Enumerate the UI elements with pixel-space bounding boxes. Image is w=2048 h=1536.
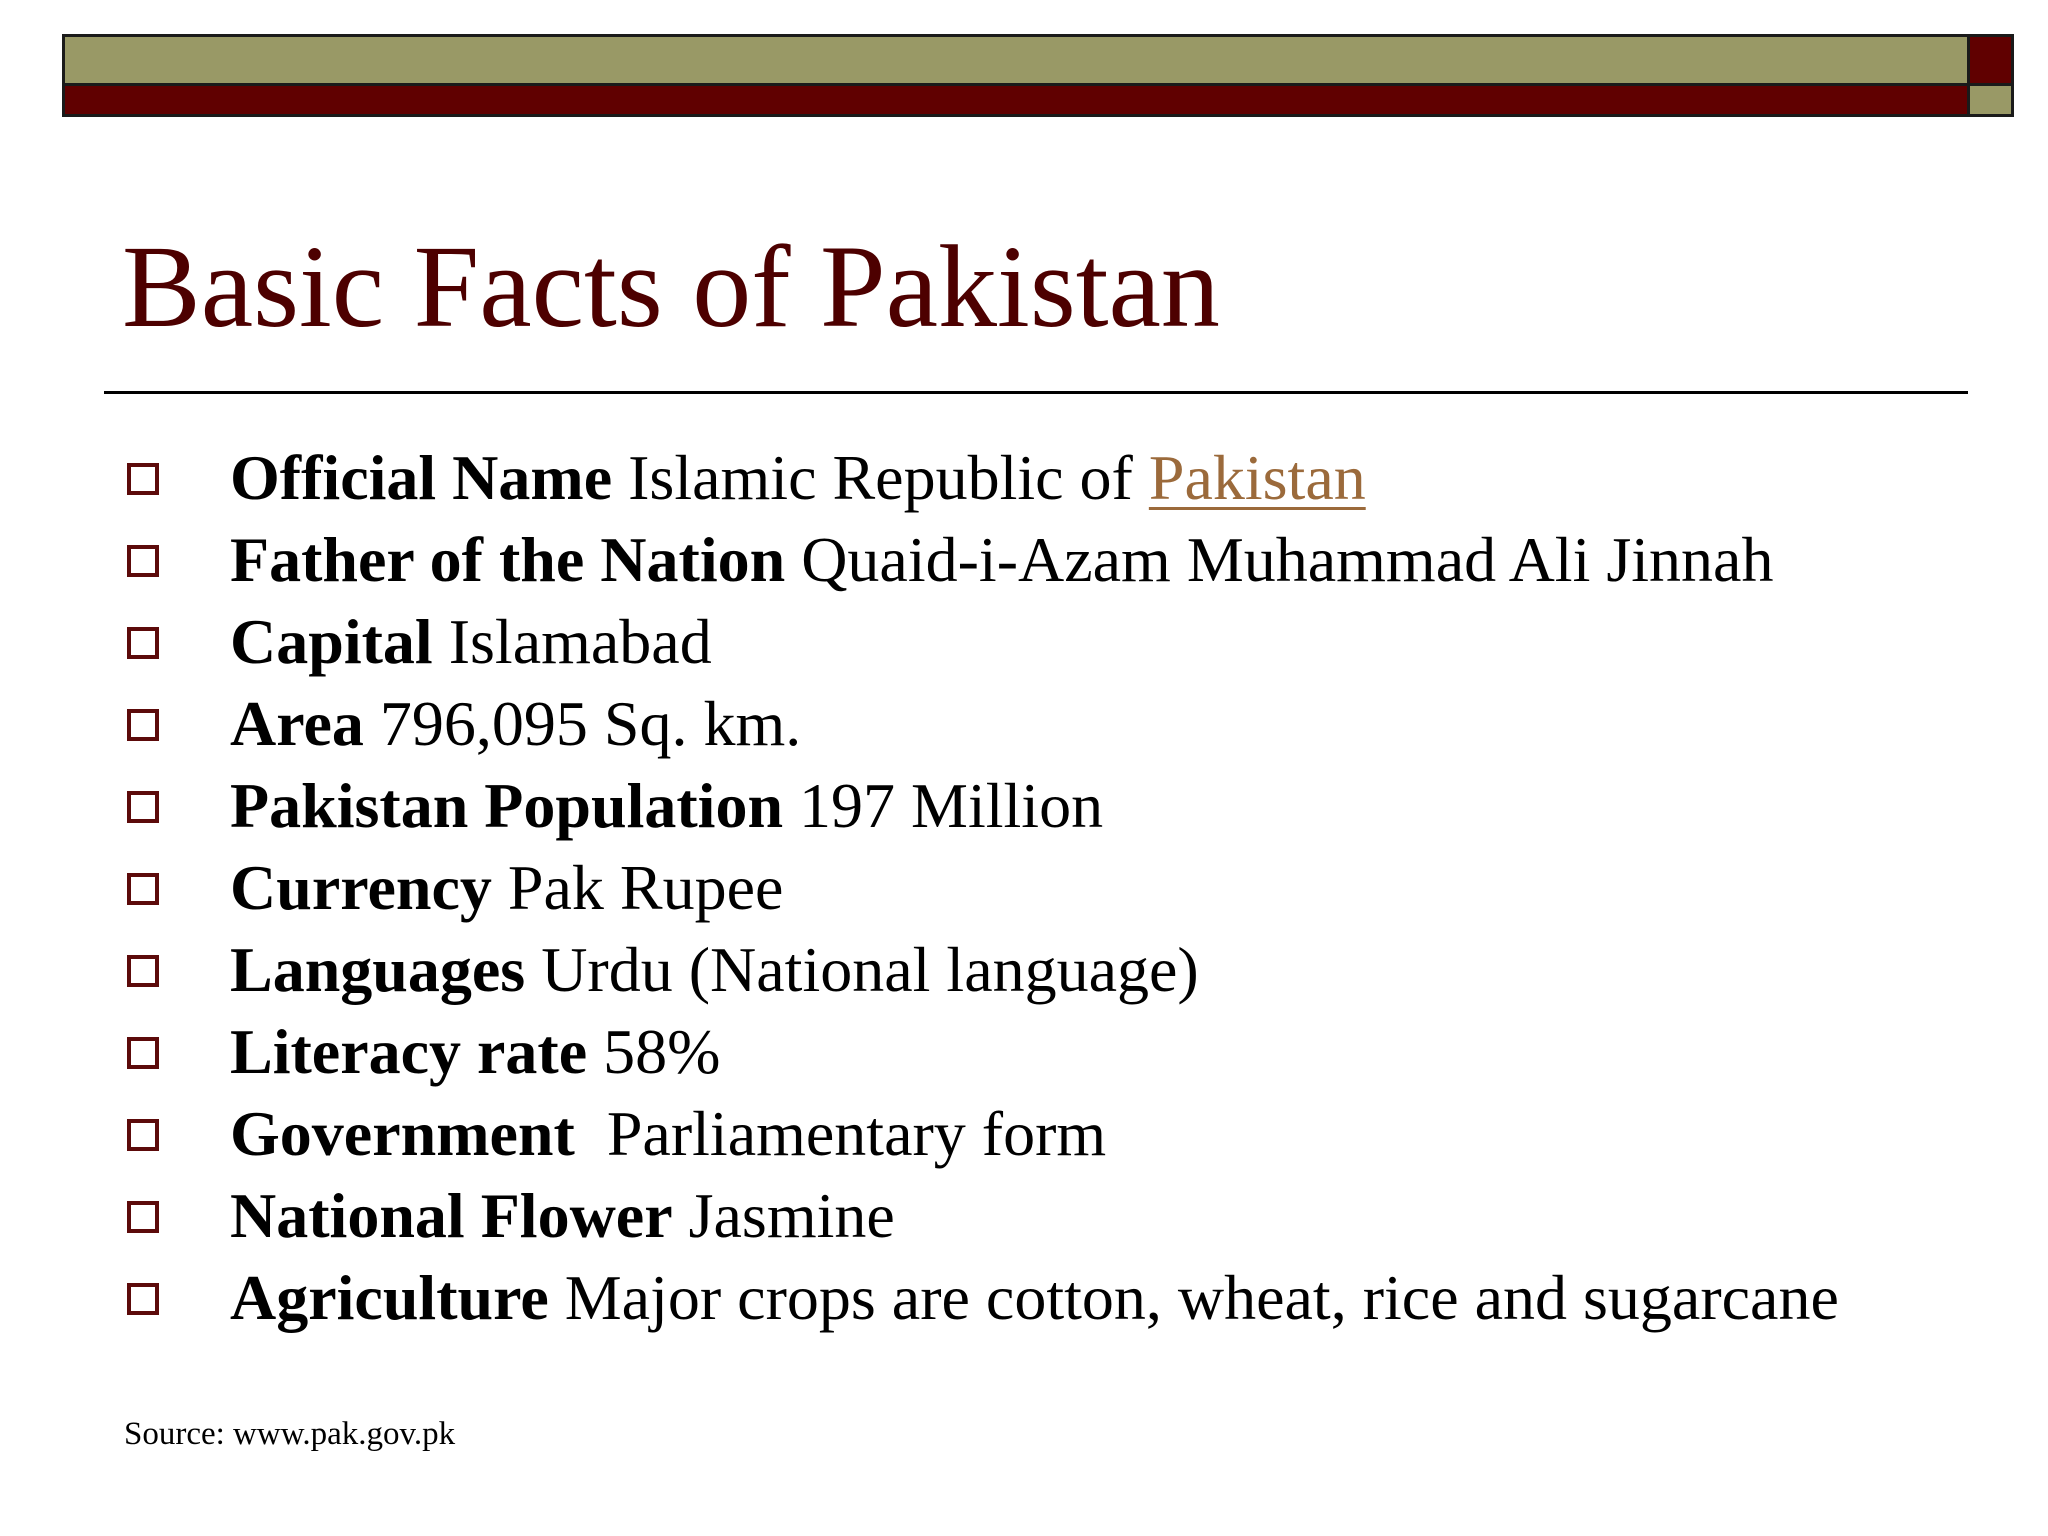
fact-currency: [0, 847, 2000, 929]
fact-capital: [0, 601, 2000, 683]
fact-text: [230, 683, 801, 765]
source-citation: Source: www.pak.gov.pk: [124, 1416, 456, 1452]
fact-official-name: [0, 437, 2000, 519]
banner-corner-olive: [1970, 86, 2011, 114]
fact-father-of-nation: [0, 519, 2000, 601]
fact-area: [0, 683, 2000, 765]
hollow-square-icon: [127, 1201, 159, 1233]
hollow-square-icon: [127, 463, 159, 495]
fact-label: Pakistan Population: [230, 770, 784, 841]
title-divider: [104, 391, 1968, 394]
fact-value: Major crops are cotton, wheat, rice and sugarcane: [564, 1262, 1839, 1333]
fact-label: Government: [230, 1098, 575, 1169]
fact-government: [0, 1093, 2000, 1175]
hollow-square-icon: [127, 709, 159, 741]
fact-literacy-rate: [0, 1011, 2000, 1093]
header-banner: [62, 34, 2014, 117]
fact-label: Capital: [230, 606, 433, 677]
fact-label: National Flower: [230, 1180, 673, 1251]
fact-text: [230, 765, 1103, 847]
banner-olive-stripe: [65, 37, 1967, 86]
hollow-square-icon: [127, 791, 159, 823]
fact-value: Urdu (National language): [541, 934, 1199, 1005]
fact-value: 58%: [603, 1016, 721, 1087]
fact-value: Pak Rupee: [507, 852, 784, 923]
fact-value: Quaid-i-Azam Muhammad Ali Jinnah: [801, 524, 1774, 595]
fact-text: [230, 847, 783, 929]
fact-text: [230, 601, 712, 683]
fact-text: [230, 1257, 1839, 1339]
fact-label: Father of the Nation: [230, 524, 786, 595]
hollow-square-icon: [127, 1283, 159, 1315]
hollow-square-icon: [127, 627, 159, 659]
fact-value: 197 Million: [799, 770, 1104, 841]
fact-value: Parliamentary form: [590, 1098, 1107, 1169]
fact-text: [230, 1093, 1106, 1175]
facts-list: [0, 437, 2000, 1339]
fact-value: Jasmine: [688, 1180, 895, 1251]
hollow-square-icon: [127, 873, 159, 905]
fact-national-flower: [0, 1175, 2000, 1257]
fact-text: [230, 437, 1366, 519]
banner-corner-maroon: [1970, 37, 2011, 86]
slide-title: Basic Facts of Pakistan: [122, 221, 1220, 352]
fact-value: 796,095 Sq. km.: [379, 688, 802, 759]
fact-text: [230, 929, 1199, 1011]
hollow-square-icon: [127, 1119, 159, 1151]
fact-label: Official Name: [230, 442, 613, 513]
banner-maroon-stripe: [65, 86, 1967, 114]
hollow-square-icon: [127, 1037, 159, 1069]
hollow-square-icon: [127, 545, 159, 577]
pakistan-link[interactable]: Pakistan: [1148, 442, 1366, 513]
fact-label: Languages: [230, 934, 526, 1005]
fact-population: [0, 765, 2000, 847]
fact-value: Islamic Republic of: [628, 442, 1133, 513]
fact-languages: [0, 929, 2000, 1011]
fact-text: [230, 519, 1773, 601]
hollow-square-icon: [127, 955, 159, 987]
fact-label: Area: [230, 688, 364, 759]
fact-label: Agriculture: [230, 1262, 549, 1333]
fact-label: Literacy rate: [230, 1016, 588, 1087]
fact-agriculture: [0, 1257, 2000, 1339]
fact-label: Currency: [230, 852, 492, 923]
fact-text: [230, 1175, 895, 1257]
fact-value: Islamabad: [448, 606, 712, 677]
fact-text: [230, 1011, 720, 1093]
